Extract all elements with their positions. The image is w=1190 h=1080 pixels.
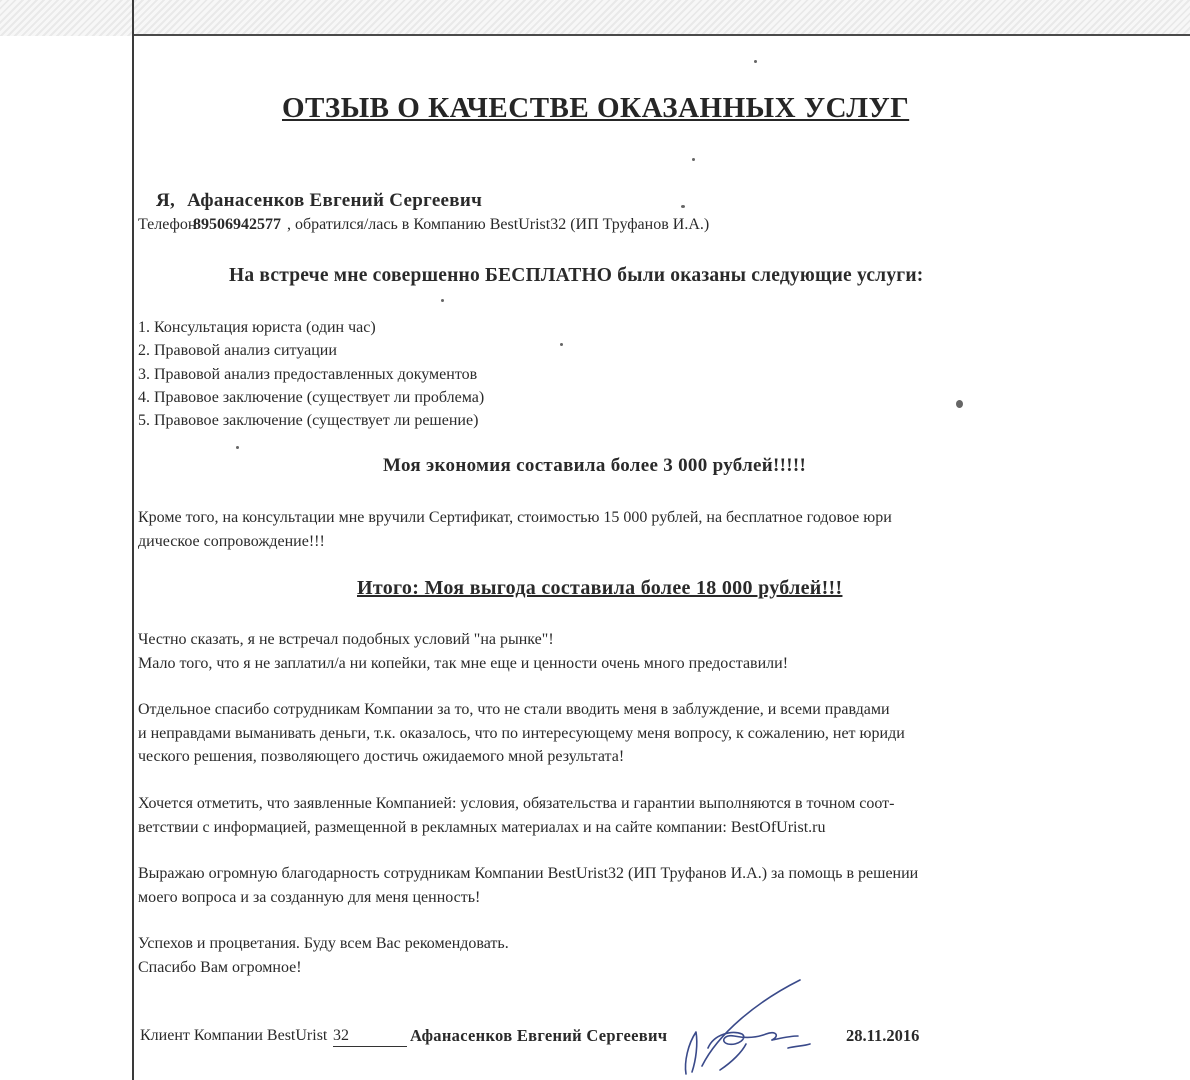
- honest-paragraph: [138, 628, 788, 675]
- paragraph-line: Кроме того, на консультации мне вручили Сертификат, стоимостью 15 000 рублей, на бесплатное годовое юри: [138, 509, 892, 526]
- company-statement: , обратился/лась в Компанию BestUrist32 (ИП Труфанов И.А.): [287, 216, 710, 233]
- compliance-paragraph: [138, 792, 895, 839]
- frame-left-border: [132, 0, 134, 1080]
- paragraph-line: моего вопроса и за созданную для меня ценность!: [138, 888, 481, 906]
- closing-paragraph: [138, 932, 509, 979]
- paragraph-line: и неправдами выманивать деньги, т.к. оказалось, что по интересующему меня вопросу, к сожалению, нет юриди: [138, 724, 905, 742]
- paragraph-line: ветствии с информацией, размещенной в рекламных материалах и на сайте компании: BestOfUrist.ru: [138, 818, 826, 836]
- paragraph-line: Хочется отметить, что заявленные Компанией: условия, обязательства и гарантии выполняются в точном соот-: [138, 795, 895, 812]
- frame-top-border: [132, 34, 1190, 36]
- paragraph-line: Мало того, что я не заплатил/а ни копейки, так мне еще и ценности очень много предоставили!: [138, 654, 789, 672]
- certificate-paragraph: [138, 506, 892, 553]
- scan-speck: [236, 446, 239, 449]
- footer-client-label: Клиент Компании BestUrist: [140, 1027, 328, 1044]
- scan-top-band: [0, 0, 1190, 36]
- service-item: 5. Правовое заключение (существует ли решение): [138, 412, 479, 430]
- service-item: 1. Консультация юриста (один час): [138, 319, 376, 336]
- scan-speck: [956, 400, 963, 408]
- total-statement: Итого: Моя выгода составила более 18 000 рублей!!!: [357, 577, 843, 599]
- phone-label: Телефон: [138, 216, 197, 233]
- paragraph-line: Спасибо Вам огромное!: [138, 958, 302, 976]
- client-prefix: Я,: [156, 190, 176, 211]
- signature-image: [672, 974, 832, 1080]
- paragraph-line: Успехов и процветания. Буду всем Вас рекомендовать.: [138, 935, 509, 952]
- scan-speck: [754, 60, 757, 63]
- service-list: [138, 316, 484, 432]
- paragraph-line: Отдельное спасибо сотрудникам Компании за то, что не стали вводить меня в заблуждение, и всеми правдами: [138, 701, 890, 718]
- footer-blank-line: [333, 1027, 407, 1047]
- thanks-staff-paragraph: [138, 698, 905, 769]
- services-heading: На встрече мне совершенно БЕСПЛАТНО были оказаны следующие услуги:: [229, 265, 924, 286]
- paragraph-line: Честно сказать, я не встречал подобных условий "на рынке"!: [138, 631, 554, 648]
- footer-client-number: 32: [333, 1027, 349, 1044]
- scan-speck: [441, 299, 444, 302]
- phone-number: 89506942577: [193, 216, 281, 233]
- paragraph-line: ческого решения, позволяющего достичь ожидаемого мной результата!: [138, 748, 625, 765]
- scan-speck: [681, 205, 685, 208]
- footer-date: 28.11.2016: [846, 1026, 920, 1045]
- gratitude-paragraph: [138, 862, 918, 909]
- service-item: 4. Правовое заключение (существует ли проблема): [138, 388, 485, 406]
- paragraph-line: дическое сопровождение!!!: [138, 532, 325, 550]
- savings-statement: Моя экономия составила более 3 000 рублей!!!!!: [383, 455, 807, 476]
- paragraph-line: Выражаю огромную благодарность сотрудникам Компании BestUrist32 (ИП Труфанов И.А.) за помощь в решении: [138, 865, 919, 882]
- client-line: [156, 190, 482, 212]
- footer-client-name: Афанасенков Евгений Сергеевич: [410, 1026, 668, 1045]
- scan-speck: [560, 343, 563, 346]
- phone-line: [138, 216, 709, 234]
- document-title: ОТЗЫВ О КАЧЕСТВЕ ОКАЗАННЫХ УСЛУГ: [282, 92, 910, 124]
- client-name: Афанасенков Евгений Сергеевич: [187, 190, 483, 211]
- service-item: 2. Правовой анализ ситуации: [138, 342, 337, 360]
- scan-speck: [692, 158, 695, 161]
- service-item: 3. Правовой анализ предоставленных документов: [138, 365, 478, 383]
